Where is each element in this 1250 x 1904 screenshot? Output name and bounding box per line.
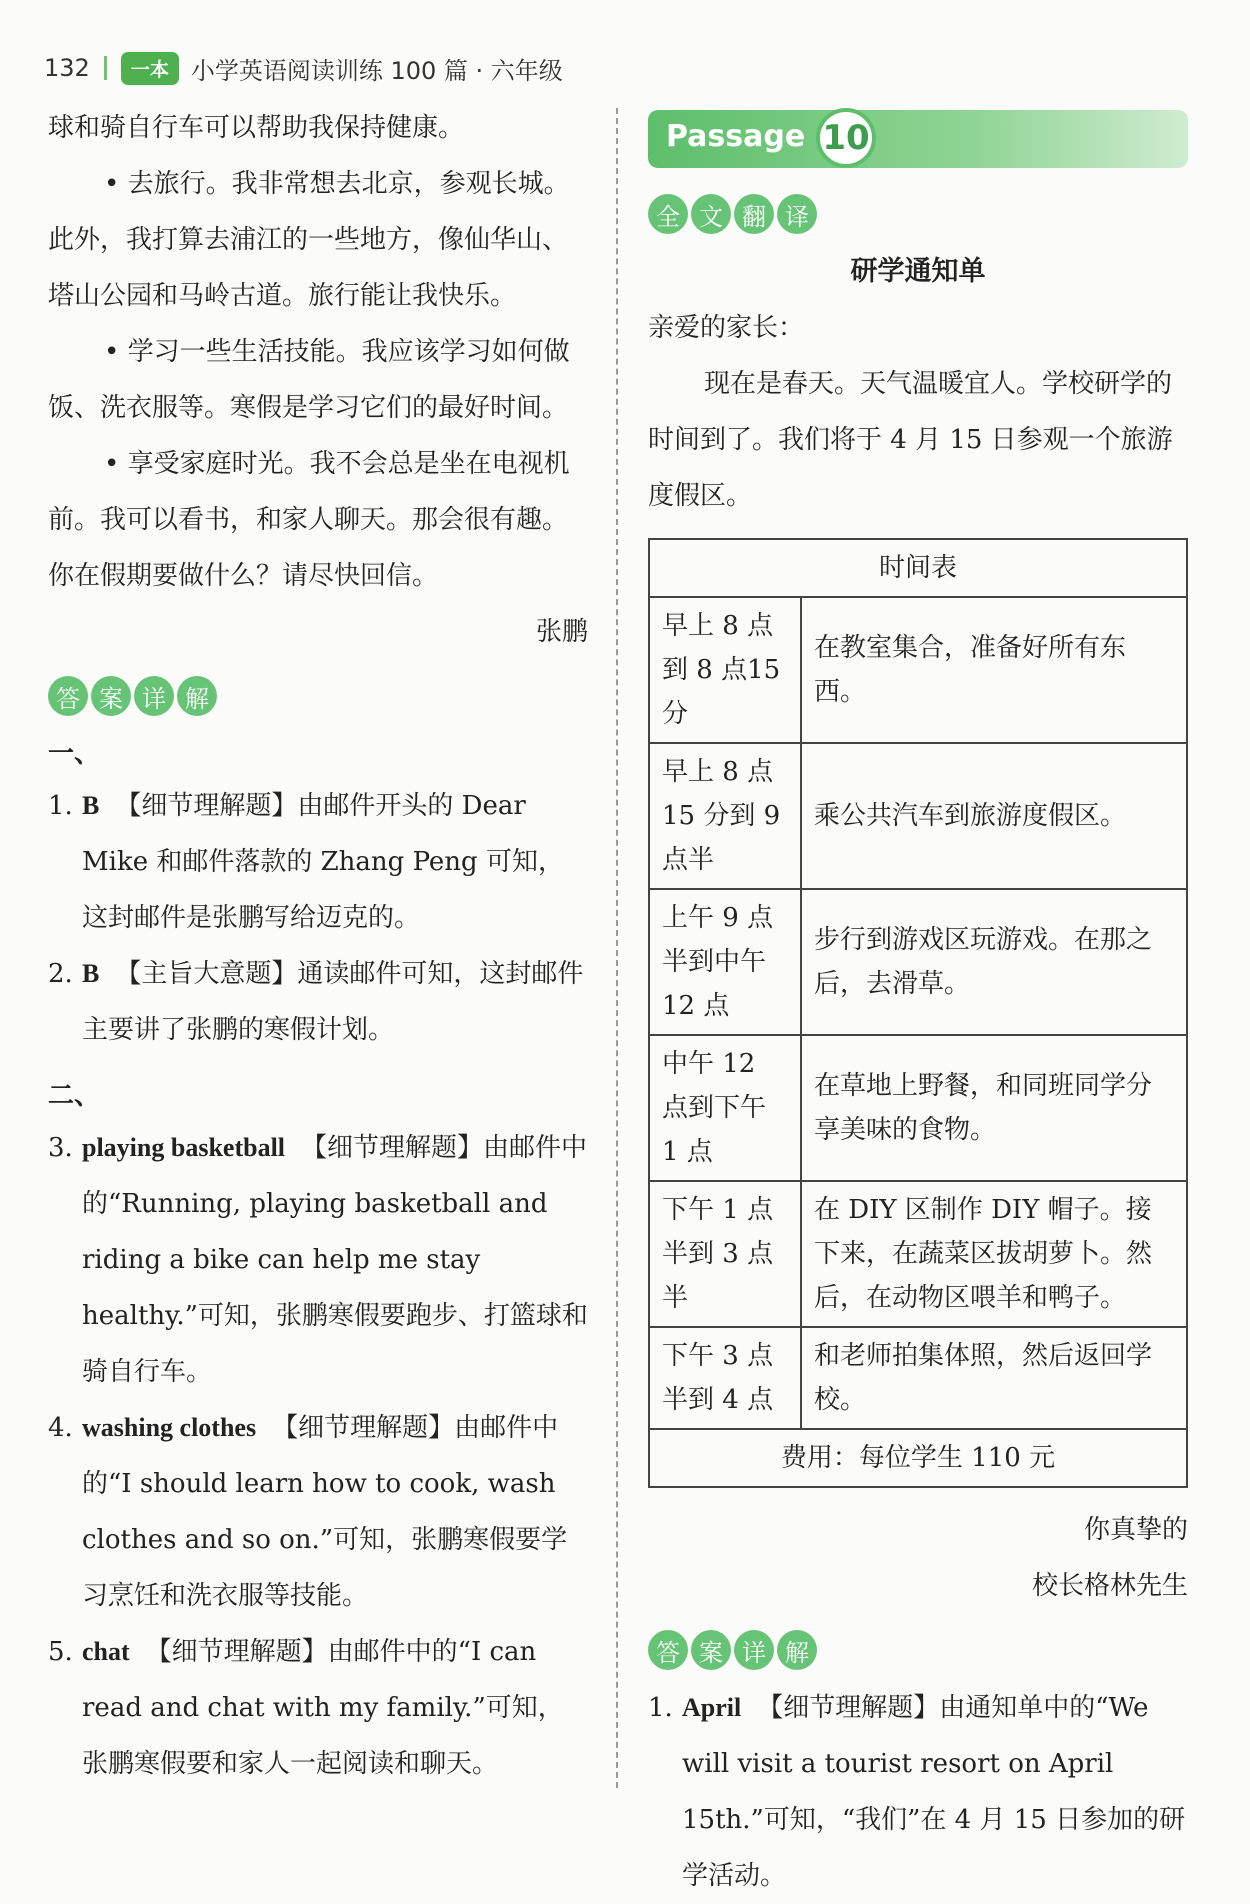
- answer-item: [48, 778, 588, 946]
- closing-line: 你真挚的: [1083, 1515, 1188, 1545]
- answer-explanation: 【细节理解题】由邮件中的“Running, playing basketball and riding a bike can help me stay healthy.”可知，张鹏寒假要跑步、打篮球和骑自行车。: [82, 1133, 588, 1387]
- table-row: [649, 597, 1187, 743]
- answer-item: [48, 1400, 588, 1624]
- page-header: [44, 48, 563, 88]
- section-two: 二、: [48, 1081, 101, 1111]
- answers-heading: [648, 1630, 1188, 1670]
- notice-intro: 现在是春天。天气温暖宜人。学校研学的时间到了。我们将于 4 月 15 日参观一个旅游度假区。: [648, 369, 1173, 511]
- heading-char: 解: [177, 676, 217, 716]
- book-title: 小学英语阅读训练 100 篇 · 六年级: [190, 56, 563, 85]
- section-one: 一、: [48, 739, 101, 769]
- heading-char: 解: [777, 1630, 817, 1670]
- page-number: 132: [44, 54, 90, 82]
- heading-char: 案: [91, 676, 131, 716]
- notice-title: 研学通知单: [850, 256, 986, 287]
- translation-heading: [648, 194, 1188, 234]
- passage-number: 10: [816, 108, 876, 168]
- question-number: 2.: [48, 959, 73, 989]
- header-divider: [104, 56, 107, 80]
- table-row: [649, 1181, 1187, 1327]
- time-cell: 中午 12 点到下午 1 点: [649, 1035, 801, 1181]
- heading-char: 详: [734, 1630, 774, 1670]
- fee-cell: 费用：每位学生 110 元: [649, 1429, 1187, 1487]
- answer-item: [48, 946, 588, 1058]
- heading-char: 答: [648, 1630, 688, 1670]
- activity-cell: 在 DIY 区制作 DIY 帽子。接下来，在蔬菜区拔胡萝卜。然后，在动物区喂羊和鸭子。: [801, 1181, 1187, 1327]
- table-row: [649, 889, 1187, 1035]
- time-cell: 早上 8 点 15 分到 9 点半: [649, 743, 801, 889]
- table-row: [649, 743, 1187, 889]
- answers-heading: [48, 676, 588, 716]
- question-number: 5.: [48, 1637, 73, 1667]
- activity-cell: 步行到游戏区玩游戏。在那之后，去滑草。: [801, 889, 1187, 1035]
- question-number: 4.: [48, 1413, 73, 1443]
- answer-key: April: [682, 1693, 742, 1722]
- notice-greeting: 亲爱的家长：: [648, 313, 805, 343]
- passage-banner: [648, 110, 1188, 168]
- answer-explanation: 【细节理解题】由通知单中的“We will visit a tourist resort on April 15th.”可知，“我们”在 4 月 15 日参加的研学活动。: [682, 1693, 1186, 1891]
- heading-char: 答: [48, 676, 88, 716]
- heading-char: 案: [691, 1630, 731, 1670]
- answer-item: [48, 1624, 588, 1792]
- question-number: 3.: [48, 1133, 73, 1163]
- passage-label: Passage: [666, 119, 806, 154]
- bullet-life-skills: • 学习一些生活技能。我应该学习如何做饭、洗衣服等。寒假是学习它们的最好时间。: [48, 337, 570, 423]
- time-cell: 下午 3 点半到 4 点: [649, 1327, 801, 1429]
- activity-cell: 在草地上野餐，和同班同学分享美味的食物。: [801, 1035, 1187, 1181]
- schedule-table: [648, 538, 1188, 1488]
- brand-logo: 一本: [121, 52, 179, 85]
- table-row: [649, 1035, 1187, 1181]
- time-cell: 下午 1 点半到 3 点半: [649, 1181, 801, 1327]
- answer-explanation: 【主旨大意题】通读邮件可知，这封邮件主要讲了张鹏的寒假计划。: [82, 959, 584, 1045]
- bullet-family-time: • 享受家庭时光。我不会总是坐在电视机前。我可以看书，和家人聊天。那会很有趣。你在假期要做什么？请尽快回信。: [48, 449, 570, 591]
- heading-char: 译: [777, 194, 817, 234]
- left-column: [48, 100, 588, 1792]
- column-divider: [616, 108, 618, 1788]
- answer-key: playing basketball: [82, 1133, 286, 1162]
- signer: 校长格林先生: [1031, 1571, 1188, 1601]
- activity-cell: 和老师拍集体照，然后返回学校。: [801, 1327, 1187, 1429]
- answer-explanation: 【细节理解题】由邮件中的“I can read and chat with my family.”可知，张鹏寒假要和家人一起阅读和聊天。: [82, 1637, 564, 1779]
- question-number: 1.: [48, 791, 73, 821]
- heading-char: 详: [134, 676, 174, 716]
- answer-key: B: [82, 791, 100, 820]
- bullet-travel: • 去旅行。我非常想去北京，参观长城。此外，我打算去浦江的一些地方，像仙华山、塔山公园和马岭古道。旅行能让我快乐。: [48, 169, 570, 311]
- schedule-header: 时间表: [649, 539, 1187, 597]
- letter-signature: 张鹏: [535, 617, 588, 647]
- answer-explanation: 【细节理解题】由邮件开头的 Dear Mike 和邮件落款的 Zhang Peng 可知，这封邮件是张鹏写给迈克的。: [82, 791, 564, 933]
- question-number: 1.: [648, 1693, 673, 1723]
- heading-char: 文: [691, 194, 731, 234]
- continued-text: 球和骑自行车可以帮助我保持健康。: [48, 113, 465, 143]
- answer-explanation: 【细节理解题】由邮件中的“I should learn how to cook, wash clothes and so on.”可知，张鹏寒假要学习烹饪和洗衣服等技能。: [82, 1413, 568, 1611]
- activity-cell: 在教室集合，准备好所有东西。: [801, 597, 1187, 743]
- answer-item: [48, 1120, 588, 1400]
- heading-char: 全: [648, 194, 688, 234]
- time-cell: 早上 8 点到 8 点15 分: [649, 597, 801, 743]
- answer-key: chat: [82, 1637, 130, 1666]
- answer-key: B: [82, 959, 100, 988]
- heading-char: 翻: [734, 194, 774, 234]
- activity-cell: 乘公共汽车到旅游度假区。: [801, 743, 1187, 889]
- answer-key: washing clothes: [82, 1413, 257, 1442]
- table-row: [649, 1327, 1187, 1429]
- right-column: [648, 100, 1188, 1904]
- time-cell: 上午 9 点半到中午 12 点: [649, 889, 801, 1035]
- answer-item: [648, 1680, 1188, 1904]
